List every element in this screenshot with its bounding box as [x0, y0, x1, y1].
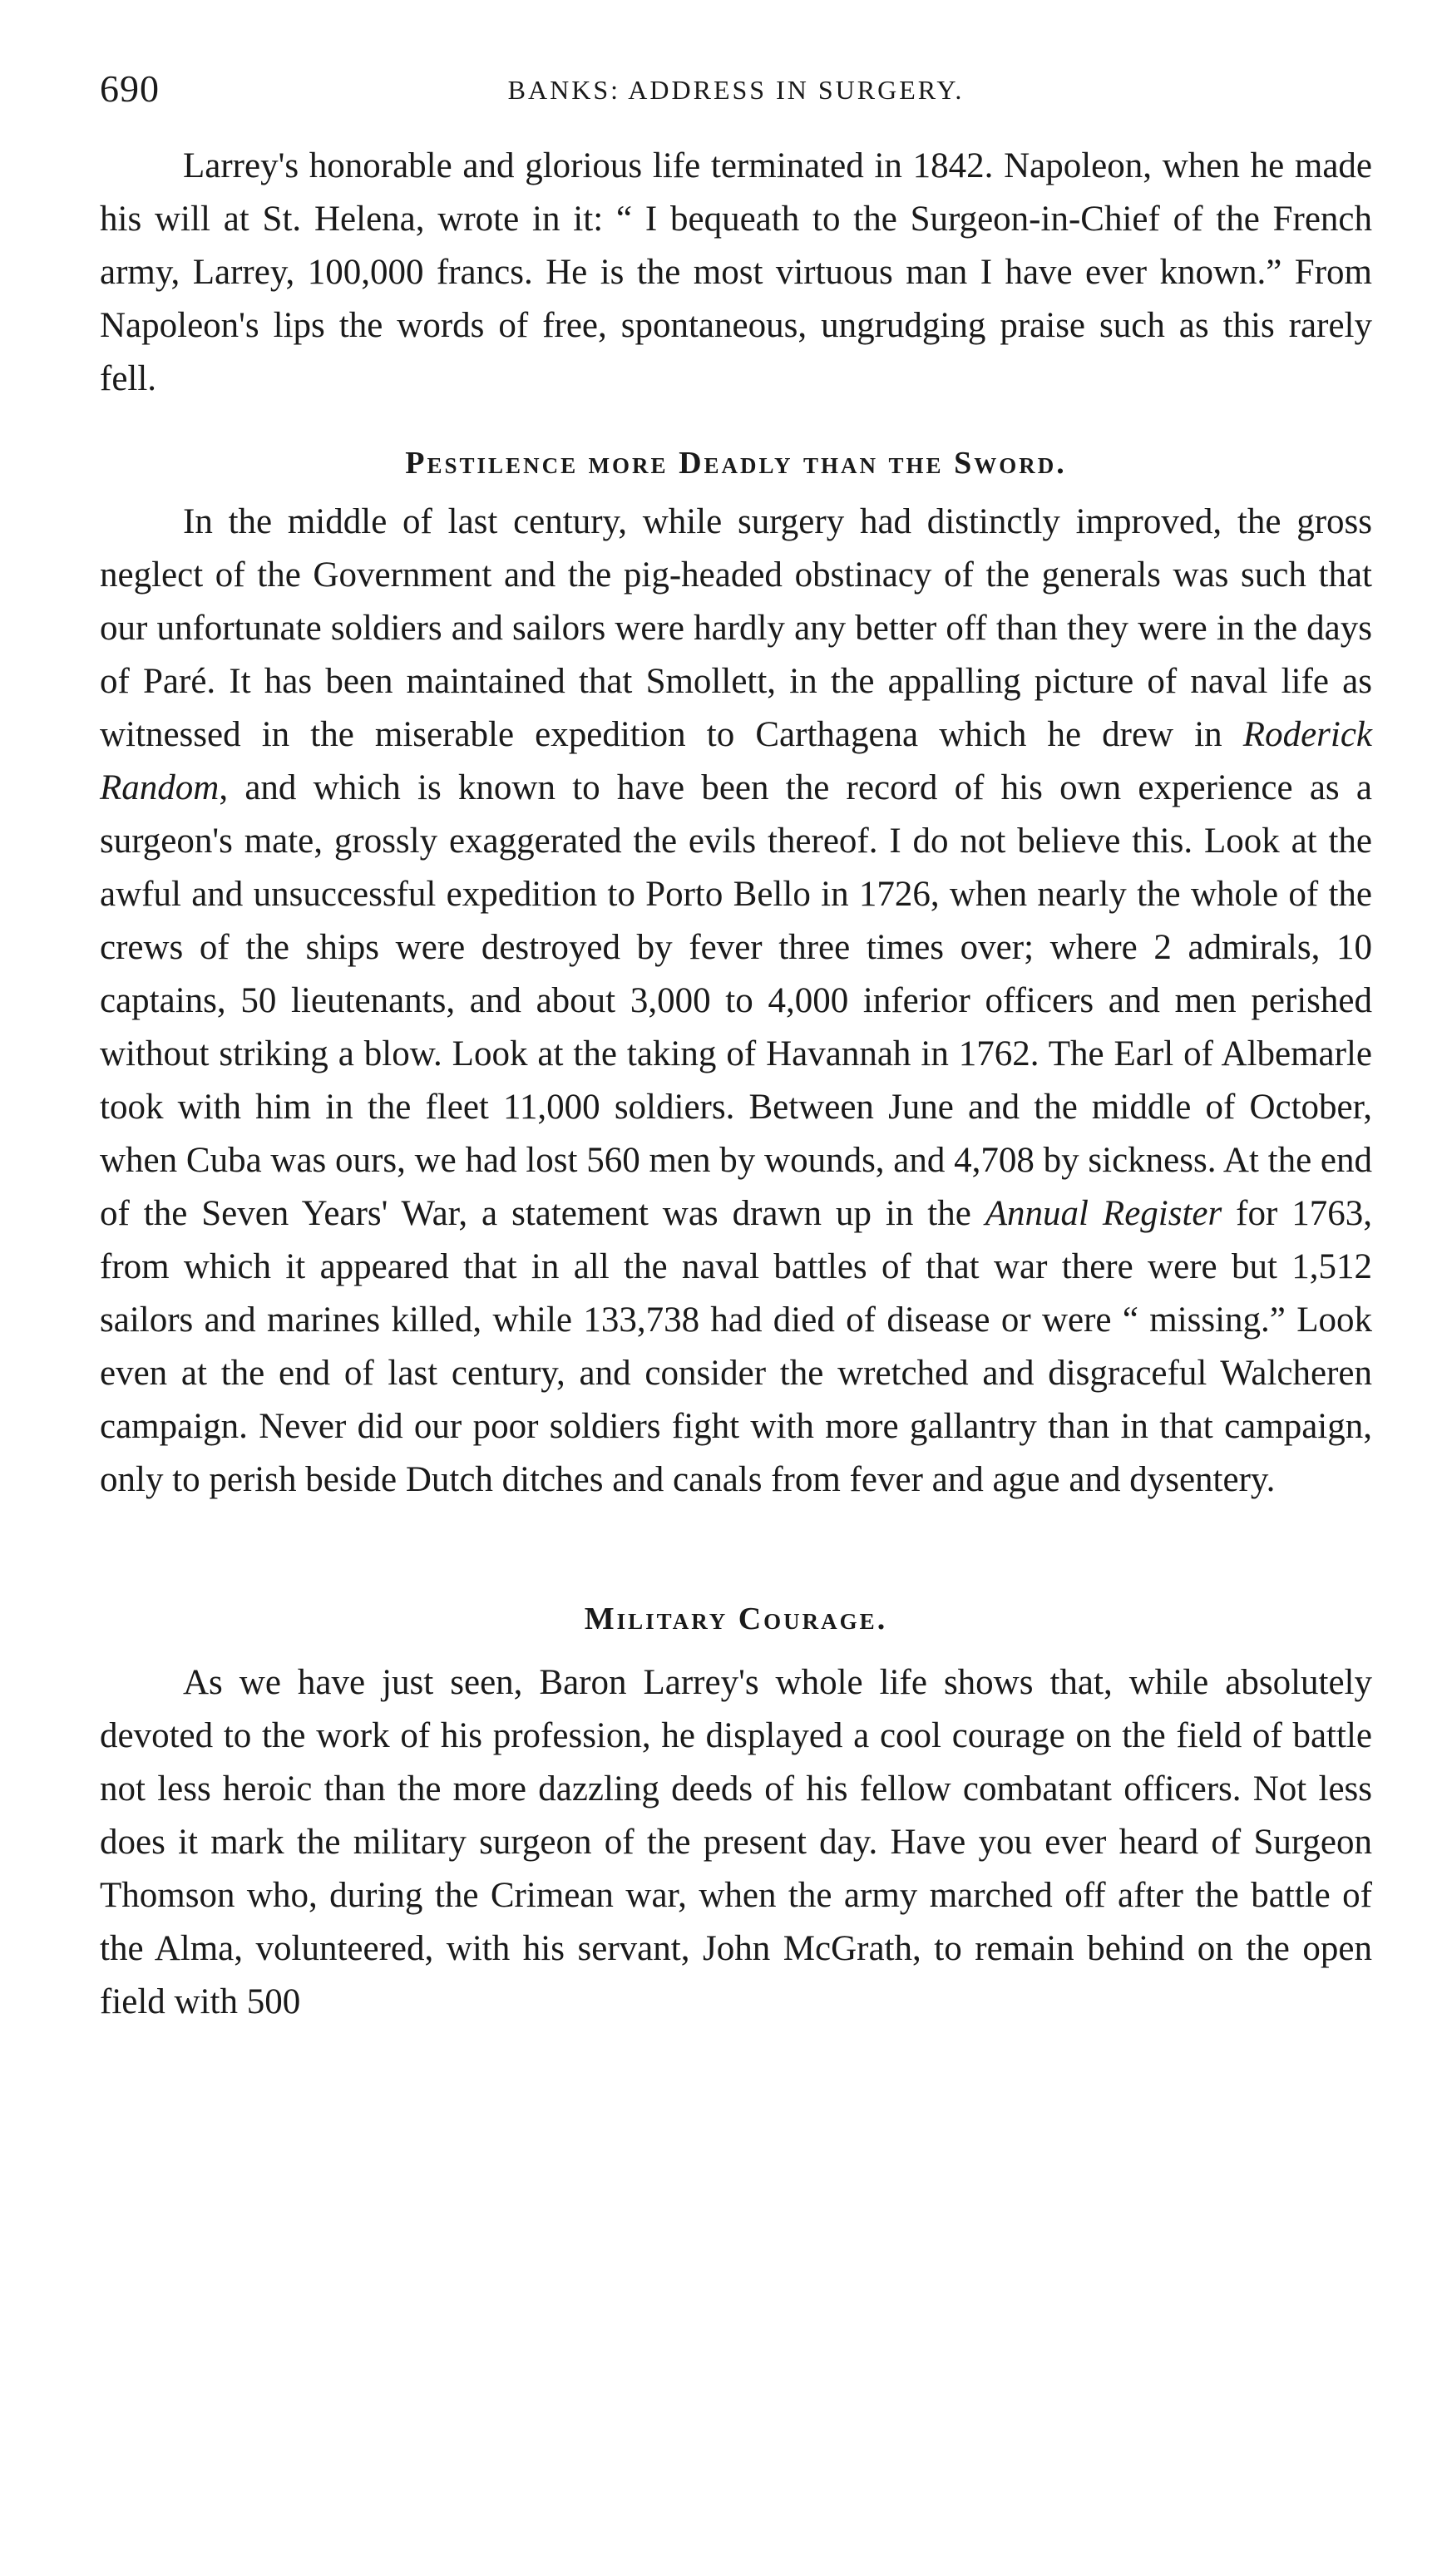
military-courage-paragraph: As we have just seen, Baron Larrey's whole life shows that, while absolutely devoted to the work of his profession, he displayed a cool courage on the field of battle not less heroic than the more dazzling deeds of his fellow combatant officers. Not less does it mark the military surgeon of the present day. Have you ever heard of Surgeon Thomson who, during the Crimean war, when the army marched off after the battle of the Alma, volunteered, with his servant, John McGrath, to remain behind on the open field with 500: [100, 1663, 1372, 2021]
book-page: [100, 67, 1372, 2029]
section-heading-pestilence: Pestilence more Deadly than the Sword.: [405, 446, 1067, 481]
section-heading-military-courage: Military Courage.: [584, 1601, 888, 1636]
intro-paragraph: Larrey's honorable and glorious life terminated in 1842. Napoleon, when he made his will at St. Helena, wrote in it: “ I bequeath to the Surgeon-in-Chief of the French army, Larrey, 100,000 francs. He is the most virtuous man I have ever known.” From Napoleon's lips the words of free, spontaneous, ungrudging praise such as this rarely fell.: [100, 146, 1372, 398]
paragraph-text-part: for 1763, from which it appeared that in all the naval battles of that war there were but 1,512 sailors and marines killed, while 133,738 had died of disease or were “ missing.” Look even at the end of last century, and consider the wretched and disgraceful Walcheren campaign. Never did our poor soldiers fight with more gallantry than in that campaign, only to perish beside Dutch ditches and canals from fever and ague and dysentery.: [100, 1194, 1372, 1499]
book-title-annual-register: Annual Register: [985, 1194, 1222, 1233]
paragraph-text-part: In the middle of last century, while surgery had distinctly improved, the gross neglect of the Government and the pig-headed obstinacy of the generals was such that our unfortunate soldiers and sailors were hardly any better off than they were in the days of Paré. It has been maintained that Smollett, in the appalling picture of naval life as witnessed in the miserable expedition to Carthagena which he drew in: [100, 502, 1372, 754]
pestilence-paragraph: [100, 496, 1372, 1507]
running-header: [100, 67, 1372, 116]
running-title: BANKS: ADDRESS IN SURGERY.: [507, 75, 965, 105]
book-title-roderick-random: Roderick Random: [100, 715, 1372, 807]
page-number: 690: [100, 67, 160, 110]
paragraph-text-part: , and which is known to have been the record of his own experience as a surgeon's mate, grossly exaggerated the evils thereof. I do not believe this. Look at the awful and unsuccessful expedition to Porto Bello in 1726, when nearly the whole of the crews of the ships were destroyed by fever three times over; where 2 admirals, 10 captains, 50 lieutenants, and about 3,000 to 4,000 inferior officers and men perished without striking a blow. Look at the taking of Havannah in 1762. The Earl of Albemarle took with him in the fleet 11,000 soldiers. Between June and the middle of October, when Cuba was ours, we had lost 560 men by wounds, and 4,708 by sickness. At the end of the Seven Years' War, a statement was drawn up in the: [100, 768, 1372, 1233]
